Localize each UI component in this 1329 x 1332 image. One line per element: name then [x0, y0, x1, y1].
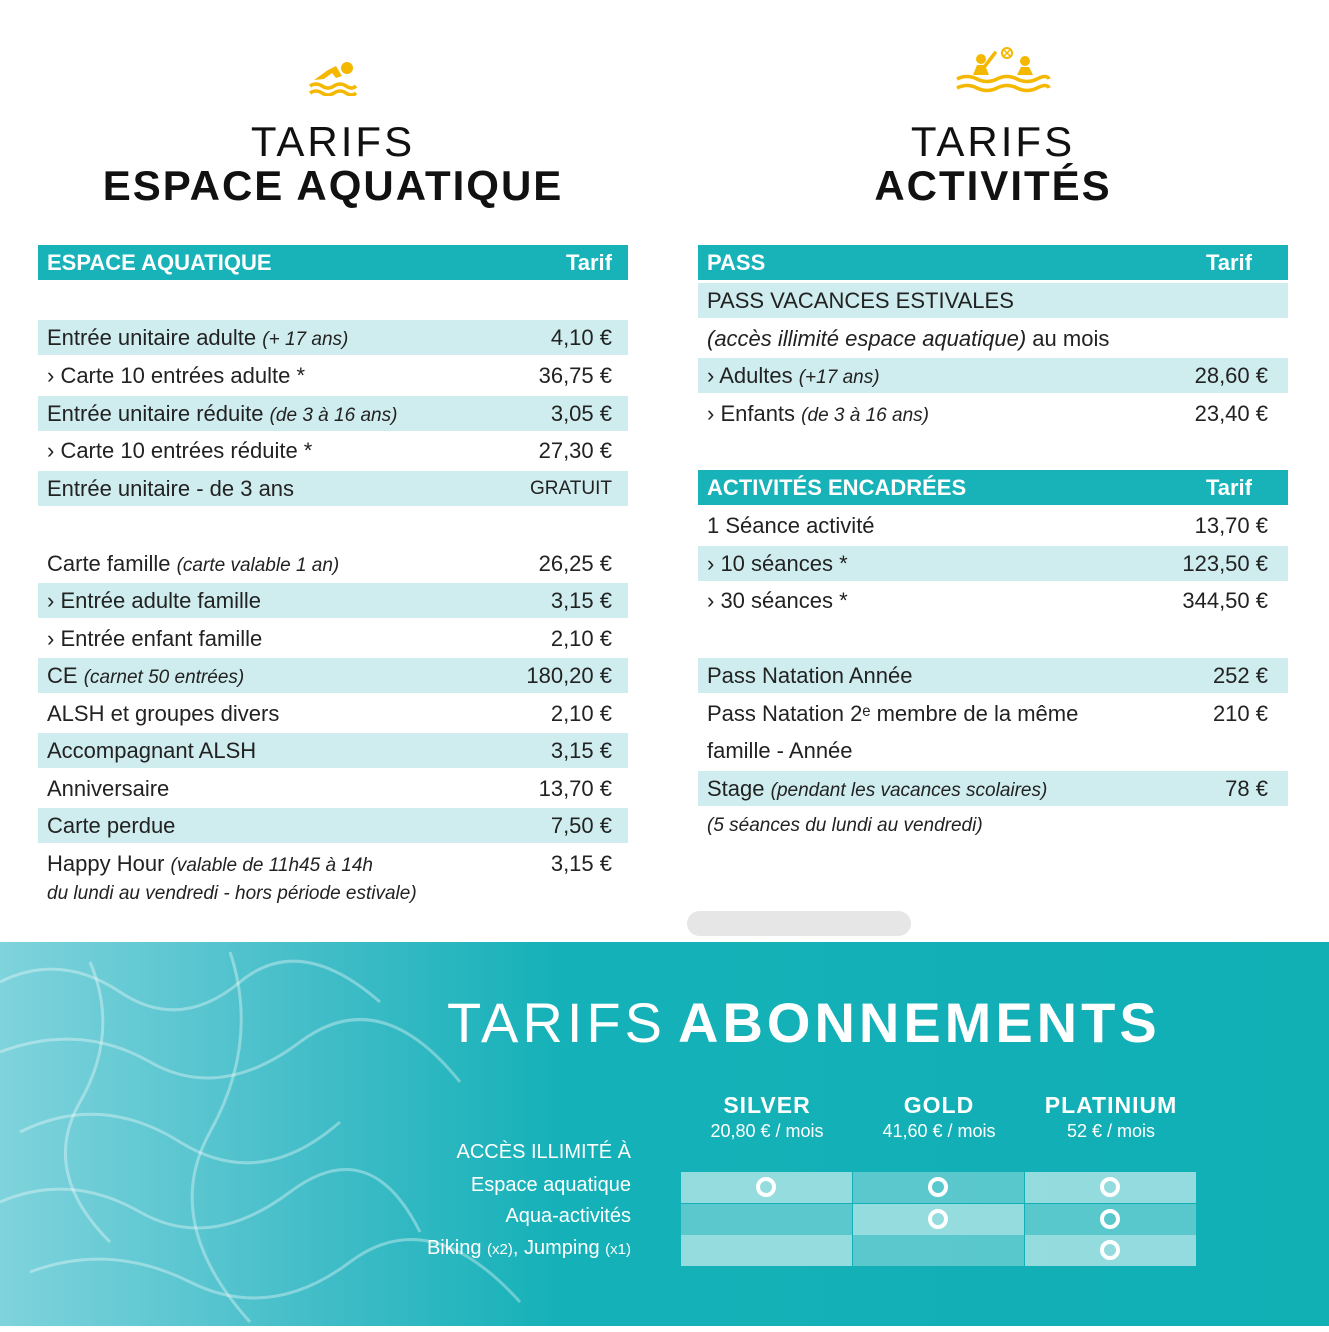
row-value: 13,70 €: [538, 775, 612, 801]
horizontal-scrollbar[interactable]: [687, 911, 911, 936]
included-circle-icon: [756, 1177, 776, 1197]
row-label: Pass Natation 2ᵉ membre de la même: [707, 700, 1079, 726]
header-tarif: Tarif: [1205, 249, 1252, 275]
row-value: 3,15 €: [550, 850, 612, 876]
row-value: 3,05 €: [550, 400, 612, 426]
header-tarif: Tarif: [565, 249, 612, 275]
row-label-continued: famille - Année: [707, 738, 853, 763]
grid-cell: [853, 1235, 1024, 1266]
table-row: [38, 771, 628, 806]
plan-price: 20,80 € / mois: [710, 1121, 824, 1141]
included-circle-icon: [1100, 1240, 1120, 1260]
table-row: [698, 546, 1288, 581]
grid-cell: [853, 1204, 1024, 1235]
access-item-biking-jumping: Biking (x2), Jumping (x1): [426, 1237, 631, 1259]
access-title: ACCÈS ILLIMITÉ À: [456, 1141, 631, 1163]
right-title-bold: ACTIVITÉS: [874, 162, 1112, 209]
access-item: Aqua-activités: [505, 1205, 631, 1227]
row-note: (valable de 11h45 à 14h: [170, 854, 373, 876]
header-label: ESPACE AQUATIQUE: [47, 249, 272, 275]
table-row: [698, 696, 1288, 731]
row-value: 4,10 €: [550, 324, 612, 350]
row-label: › Entrée enfant famille: [47, 625, 263, 651]
row-label: Stage: [707, 775, 765, 801]
row-value: 3,15 €: [550, 737, 612, 763]
table-row: [38, 583, 628, 618]
header-tarif: Tarif: [1205, 474, 1252, 500]
table-row: [38, 846, 628, 881]
row-label: Carte perdue: [47, 812, 176, 838]
table-row: [38, 320, 628, 355]
row-label: Accompagnant ALSH: [47, 737, 257, 763]
swimmer-icon: [306, 58, 360, 96]
pass-desc-row: [698, 321, 1288, 356]
espace-table-header: [38, 245, 628, 280]
pass-title-row: [698, 283, 1288, 318]
jumping-qty: (x1): [605, 1241, 631, 1258]
grid-cell: [1025, 1235, 1196, 1266]
table-row: [38, 358, 628, 393]
row-value: 123,50 €: [1182, 550, 1268, 576]
header-label: ACTIVITÉS ENCADRÉES: [707, 474, 967, 500]
row-value: 252 €: [1212, 662, 1268, 688]
grid-cell: [681, 1172, 852, 1203]
pass-desc-rest: au mois: [1032, 325, 1110, 351]
row-note: (carnet 50 entrées): [83, 666, 245, 688]
grid-cell: [681, 1235, 852, 1266]
plan-gold: [853, 1092, 1025, 1142]
included-circle-icon: [1100, 1209, 1120, 1229]
table-row: [698, 358, 1288, 393]
row-value: 36,75 €: [538, 362, 612, 388]
plan-price: 41,60 € / mois: [882, 1121, 996, 1141]
row-label: CE: [47, 662, 78, 688]
row-note: (de 3 à 16 ans): [801, 404, 929, 426]
table-row: [38, 621, 628, 656]
left-title-bold: ESPACE AQUATIQUE: [102, 162, 564, 209]
table-row: [698, 583, 1288, 618]
row-value: 7,50 €: [550, 812, 612, 838]
table-row: [38, 396, 628, 431]
row-value: 344,50 €: [1182, 587, 1268, 613]
table-row: [698, 396, 1288, 431]
table-row: [38, 546, 628, 581]
row-value: 180,20 €: [526, 662, 612, 688]
table-row: [38, 658, 628, 693]
plan-name: SILVER: [723, 1092, 811, 1118]
row-label: › 10 séances *: [707, 550, 848, 576]
plan-name: GOLD: [903, 1092, 975, 1118]
row-label: › Enfants: [707, 400, 796, 426]
row-label: Entrée unitaire réduite: [47, 400, 264, 426]
table-row: [38, 696, 628, 731]
activites-table-header: [698, 470, 1288, 505]
table-row: [38, 433, 628, 468]
table-row: [698, 658, 1288, 693]
happy-hour-note: du lundi au vendredi - hors période estivale): [47, 883, 417, 904]
plan-silver: [681, 1092, 853, 1142]
stage-note: (5 séances du lundi au vendredi): [707, 815, 983, 836]
row-label: 1 Séance activité: [707, 512, 875, 538]
row-label: › 30 séances *: [707, 587, 848, 613]
row-value: GRATUIT: [530, 477, 612, 499]
row-label: Entrée unitaire adulte: [47, 324, 257, 350]
abo-title-bold: ABONNEMENTS: [678, 991, 1161, 1054]
row-value: 23,40 €: [1194, 400, 1268, 426]
row-label: Anniversaire: [47, 775, 170, 801]
plan-price: 52 € / mois: [1066, 1121, 1156, 1141]
included-circle-icon: [928, 1177, 948, 1197]
water-polo-icon: [955, 45, 1051, 93]
grid-cell: [853, 1172, 1024, 1203]
grid-cell: [1025, 1204, 1196, 1235]
table-row: [38, 471, 628, 506]
table-row: [698, 508, 1288, 543]
right-title-light: TARIFS: [910, 118, 1076, 165]
row-label: Happy Hour: [47, 850, 165, 876]
row-note: (+ 17 ans): [262, 328, 349, 350]
table-row: [698, 771, 1288, 806]
row-note: (pendant les vacances scolaires): [770, 779, 1048, 801]
row-value: 2,10 €: [550, 625, 612, 651]
grid-cell: [681, 1204, 852, 1235]
row-note: (de 3 à 16 ans): [269, 404, 398, 426]
right-title: [698, 120, 1288, 208]
row-value: 78 €: [1225, 775, 1268, 801]
left-title: [38, 120, 628, 208]
included-circle-icon: [928, 1209, 948, 1229]
included-circle-icon: [1100, 1177, 1120, 1197]
grid-cell: [1025, 1172, 1196, 1203]
row-value: 27,30 €: [538, 437, 612, 463]
row-value: 2,10 €: [550, 700, 612, 726]
row-label: ALSH et groupes divers: [47, 700, 280, 726]
table-row: [38, 733, 628, 768]
row-label: › Entrée adulte famille: [47, 587, 261, 613]
jumping-label: Jumping: [523, 1237, 600, 1259]
row-value: 3,15 €: [550, 587, 612, 613]
row-value: 26,25 €: [538, 550, 612, 576]
table-row: [38, 808, 628, 843]
pass-desc-italic: (accès illimité espace aquatique): [707, 325, 1027, 351]
row-label: › Carte 10 entrées réduite *: [47, 437, 313, 463]
plan-name: PLATINIUM: [1044, 1092, 1178, 1118]
row-value: 28,60 €: [1194, 362, 1268, 388]
row-label: Pass Natation Année: [707, 662, 913, 688]
biking-label: Biking: [426, 1237, 482, 1259]
row-label: › Adultes: [707, 362, 793, 388]
header-label: PASS: [707, 249, 766, 275]
left-title-light: TARIFS: [250, 118, 416, 165]
page-bottom-edge: [0, 1326, 1329, 1332]
row-label: Entrée unitaire - de 3 ans: [47, 475, 295, 501]
row-note: (+17 ans): [798, 366, 880, 388]
row-label: Carte famille: [47, 550, 171, 576]
plan-platinium: [1025, 1092, 1197, 1142]
row-value: 13,70 €: [1194, 512, 1268, 538]
pass-title: PASS VACANCES ESTIVALES: [707, 287, 1014, 313]
row-note: (carte valable 1 an): [176, 554, 340, 576]
biking-qty: (x2): [487, 1241, 513, 1258]
access-item: Espace aquatique: [470, 1174, 631, 1196]
abo-title-light: TARIFS: [447, 991, 666, 1054]
row-label: › Carte 10 entrées adulte *: [47, 362, 306, 388]
pass-table-header: [698, 245, 1288, 280]
row-value: 210 €: [1212, 700, 1268, 726]
